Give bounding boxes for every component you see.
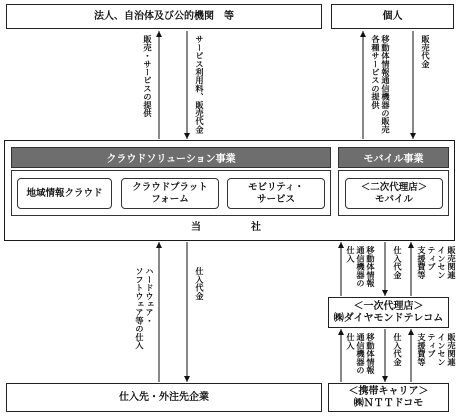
company-label: 当社 (191, 222, 311, 233)
individual-customers-box (331, 4, 454, 29)
regional-info-cloud-unit (17, 178, 112, 209)
flow-label-carrier-procurement (346, 333, 376, 374)
flow-label-line: ティブ (427, 333, 437, 358)
flow-label-carrier-incentive (417, 333, 457, 366)
flow-label-primary-incentive (417, 246, 457, 279)
mobile-header (338, 147, 449, 168)
carrier-role: ＜携帯キャリア＞ (348, 385, 429, 397)
unit-label-line: サービス (256, 193, 295, 205)
flow-label-line: インセン (437, 246, 447, 279)
flow-label-line: 販売関連 (447, 246, 457, 279)
primary-agent-box (328, 297, 449, 328)
flow-label-individual-payment (421, 35, 431, 68)
individual-customers-label: 個人 (382, 10, 403, 22)
flow-label-line: サービス利用料、販売代金 (195, 35, 205, 134)
flow-label-line: 販売・サービスの提供 (143, 35, 153, 117)
flow-label-line: ティブ (427, 246, 437, 271)
flow-label-line: 仕入 (346, 246, 356, 263)
mobile-title: モバイル事業 (363, 154, 424, 165)
unit-label-line: モバイル (374, 193, 413, 205)
flow-label-line: 通信機器の (356, 333, 366, 374)
cloud-solution-header (11, 147, 331, 168)
carrier-box (328, 383, 449, 412)
flow-label-line: 通信機器の (356, 246, 366, 287)
flow-label-line: 支援費等 (417, 246, 427, 279)
flow-label-line: 移動体情報通信機器の販売 (381, 35, 391, 134)
carrier-name: ㈱ＮＴＴドコモ (353, 397, 424, 409)
flow-label-carrier-payment (393, 333, 403, 366)
flow-label-supplier-payment (195, 267, 205, 300)
primary-agent-name: ㈱ダイヤモンドテレコム (333, 312, 444, 324)
mobility-service-unit (227, 178, 325, 209)
flow-label-line: 仕入 (346, 333, 356, 350)
unit-label-line: モビリティ・ (247, 181, 305, 193)
unit-label-line: クラウドプラット (132, 181, 208, 193)
suppliers-box (6, 383, 322, 412)
flow-label-line: 仕入代金 (195, 267, 205, 300)
flow-label-line: 移動体情報 (366, 246, 376, 287)
flow-label-line: 仕入代金 (393, 246, 403, 279)
primary-agent-role: ＜一次代理店＞ (353, 300, 424, 312)
flow-label-line: インセン (437, 333, 447, 366)
secondary-agent-mobile-unit (345, 178, 443, 209)
cloud-platform-unit (121, 178, 219, 209)
flow-label-line: 仕入代金 (393, 333, 403, 366)
unit-label-line: フォーム (151, 193, 189, 205)
flow-label-primary-procurement (346, 246, 376, 287)
corporate-customers-box (6, 4, 322, 29)
unit-label-line: 地域情報クラウド (26, 187, 103, 199)
flow-label-supplier-procurement (135, 267, 155, 349)
suppliers-label: 仕入先・外注先企業 (119, 391, 209, 403)
flow-label-line: 販売関連 (447, 333, 457, 366)
flow-label-line: 支援費等 (417, 333, 427, 366)
corporate-customers-label: 法人、自治体及び公的機関 等 (94, 10, 234, 22)
flow-label-individual-provision (371, 35, 391, 133)
flow-label-line: 各種サービスの提供 (371, 35, 381, 109)
flow-label-line: 販売代金 (421, 35, 431, 68)
flow-label-line: 移動体情報 (366, 333, 376, 374)
flow-label-line: ソフトウェア等の仕入 (135, 267, 145, 349)
cloud-solution-title: クラウドソリューション事業 (106, 154, 236, 165)
flow-label-corporate-provision (143, 35, 153, 117)
flow-label-primary-payment (393, 246, 403, 279)
flow-label-line: ハードウェア・ (145, 267, 155, 325)
unit-label-line: ＜二次代理店＞ (360, 181, 428, 193)
flow-label-corporate-payment (195, 35, 205, 133)
